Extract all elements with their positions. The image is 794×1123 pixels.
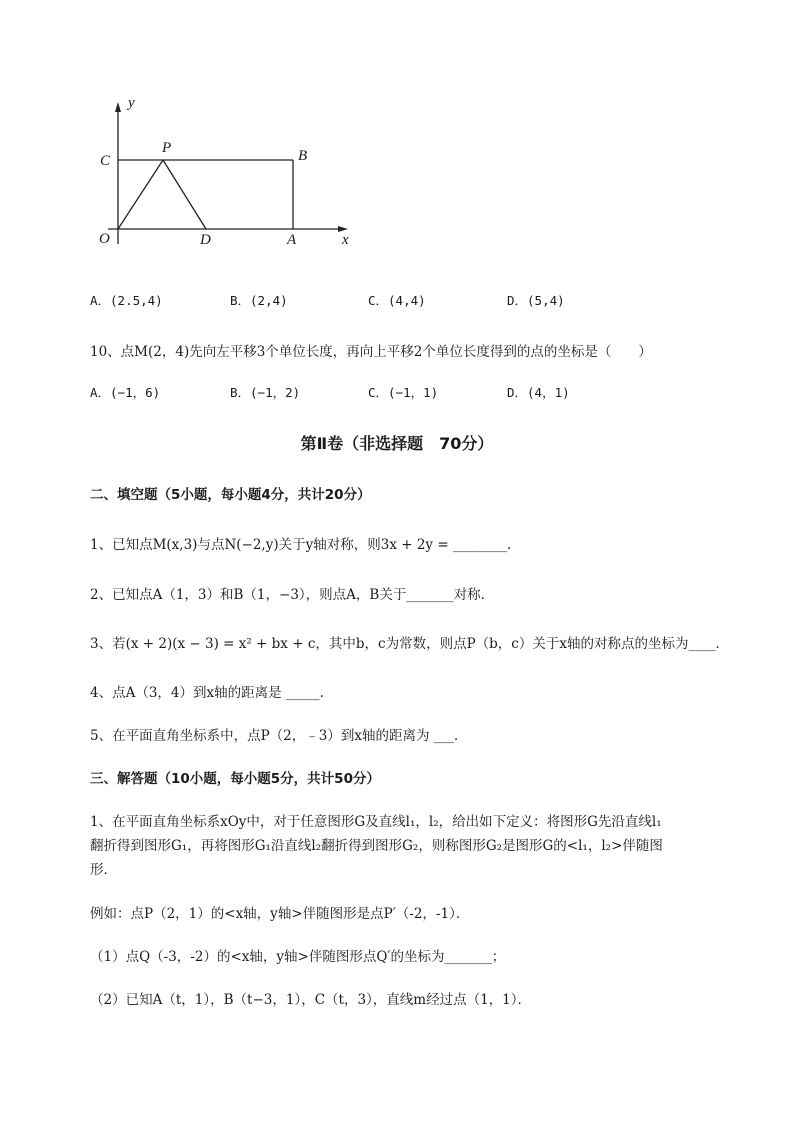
q10-option-d: D．(4，1) <box>507 385 570 400</box>
fill-item-4: 4、点A（3，4）到x轴的距离是 _____. <box>90 685 324 701</box>
q9-option-c: C．(4,4) <box>368 293 426 308</box>
label-y: y <box>128 95 135 111</box>
q10-option-b: B．(−1，2) <box>230 385 301 400</box>
label-p: P <box>162 140 172 156</box>
y-axis-arrow <box>115 102 121 112</box>
label-o: O <box>99 231 110 247</box>
q10-stem: 10、点M(2，4)先向左平移3个单位长度，再向上平移2个单位长度得到的点的坐标是（ ） <box>90 344 652 360</box>
q9-option-a: A．(2.5,4) <box>90 293 163 308</box>
q9-option-d: D．(5,4) <box>507 293 565 308</box>
q9-option-b: B．(2,4) <box>230 293 288 308</box>
segment-op <box>118 160 163 229</box>
label-b: B <box>298 148 308 164</box>
label-x: x <box>342 232 349 248</box>
section-2-title: 二、填空题（5小题，每小题4分，共计20分） <box>90 487 371 503</box>
fill-item-1: 1、已知点M(x,3)与点N(−2,y)关于y轴对称，则3x + 2y = ________. <box>90 537 512 553</box>
label-c: C <box>100 153 111 169</box>
label-a: A <box>287 232 297 248</box>
coordinate-figure <box>90 90 370 264</box>
fill-item-3: 3、若(x + 2)(x − 3) = x² + bx + c，其中b，c为常数，则点P（b，c）关于x轴的对称点的坐标为____． <box>90 636 729 652</box>
q10-option-c: C．(−1，1) <box>368 385 439 400</box>
q1-example: 例如：点P（2，1）的<x轴，y轴>伴随图形是点P′（-2，-1）． <box>90 906 470 922</box>
q1-line-1: 1、在平面直角坐标系xOy中，对于任意图形G及直线l₁，l₂，给出如下定义：将图形G先沿直线l₁ <box>90 814 662 830</box>
segment-pd <box>163 160 206 229</box>
fill-item-2: 2、已知点A（1，3）和B（1，−3），则点A，B关于_______对称． <box>90 587 495 603</box>
q1-line-2: 翻折得到图形G₁，再将图形G₁沿直线l₂翻折得到图形G₂，则称图形G₂是图形G的<l₁，l₂>伴随图 <box>90 838 663 854</box>
section-3-title: 三、解答题（10小题，每小题5分，共计50分） <box>90 771 380 787</box>
q10-option-a: A．(−1，6) <box>90 385 161 400</box>
fill-item-5: 5、在平面直角坐标系中，点P（2，﹣3）到x轴的距离为 ___． <box>90 728 468 744</box>
label-d: D <box>200 232 211 248</box>
part-ii-title: 第Ⅱ卷（非选择题 70分） <box>300 434 494 453</box>
q1-sub-1: （1）点Q（-3，-2）的<x轴，y轴>伴随图形点Q′的坐标为_______； <box>90 949 506 965</box>
q1-sub-2: （2）已知A（t，1），B（t−3，1），C（t，3），直线m经过点（1，1）． <box>90 992 532 1008</box>
figure-svg <box>90 90 370 260</box>
q1-line-3: 形． <box>90 862 117 878</box>
